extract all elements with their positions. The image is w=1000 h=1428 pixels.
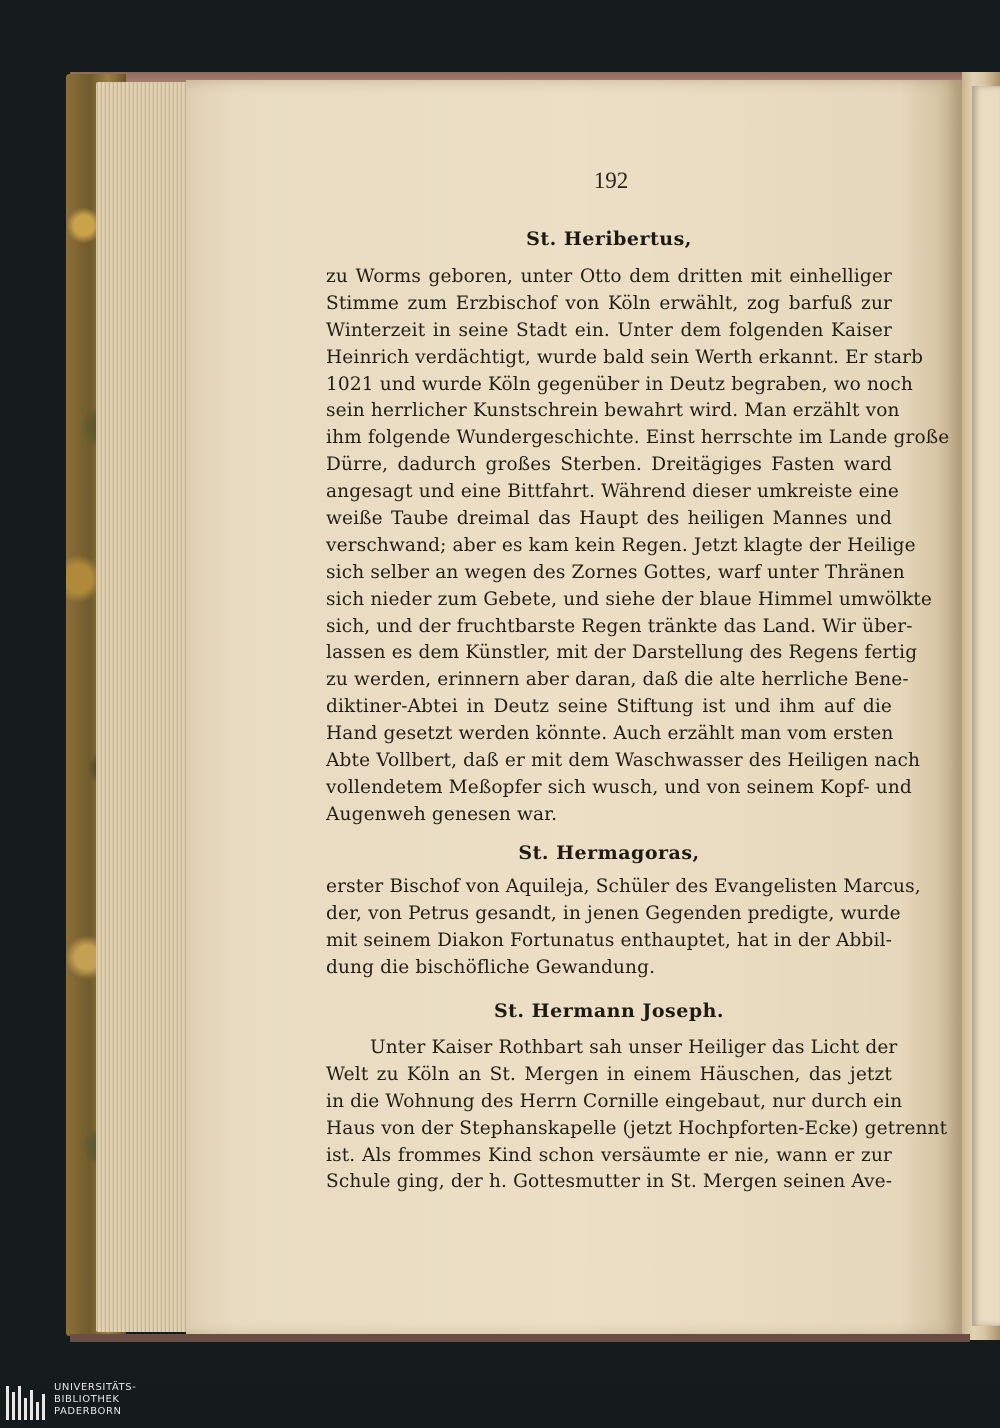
text-line: vollendetem Meßopfer sich wusch, und von seinem Kopf- und <box>326 776 912 798</box>
text-line: Stimme zum Erzbischof von Köln erwählt, zog barfuß zur <box>326 292 892 314</box>
text-line: dung die bischöfliche Gewandung. <box>326 956 656 978</box>
text-line: in die Wohnung des Herrn Cornille eingebaut, nur durch ein <box>326 1090 903 1112</box>
page-edge-stack <box>96 82 196 1332</box>
text-line: Unter Kaiser Rothbart sah unser Heiliger das Licht der <box>370 1037 898 1058</box>
section-body-heribertus <box>326 264 950 829</box>
text-line: erster Bischof von Aquileja, Schüler des Evangelisten Marcus, <box>326 876 921 897</box>
text-line: Schule ging, der h. Gottesmutter in St. Mergen seinen Ave- <box>326 1171 893 1193</box>
section-heading-hermann-joseph: St. Hermann Joseph. <box>493 1000 725 1022</box>
text-line: 1021 und wurde Köln gegenüber in Deutz begraben, wo noch <box>326 373 913 395</box>
logo-text-line1: UNIVERSITÄTS- <box>54 1382 137 1393</box>
text-line: sich selber an wegen des Zornes Gottes, warf unter Thränen <box>326 561 905 583</box>
text-line: Welt zu Köln an St. Mergen in einem Häuschen, das jetzt <box>326 1063 892 1085</box>
text-line: angesagt und eine Bittfahrt. Während dieser umkreiste eine <box>326 481 900 503</box>
page-number: 192 <box>593 168 629 193</box>
text-line: diktiner-Abtei in Deutz seine Stiftung ist und ihm auf die <box>326 696 892 718</box>
book-cover-bottom-edge <box>70 1334 970 1342</box>
text-line: Augenweh genesen war. <box>326 803 558 825</box>
text-line: Hand gesetzt werden könnte. Auch erzählt man vom ersten <box>326 723 894 745</box>
logo-text-line2: BIBLIOTHEK <box>54 1394 120 1405</box>
text-line: sein herrlicher Kunstschrein bewahrt wird. Man erzählt von <box>326 400 900 422</box>
text-line: lassen es dem Künstler, mit der Darstellung des Regens fertig <box>326 642 918 664</box>
section-body-hermann-joseph <box>326 1035 948 1196</box>
text-line: der, von Petrus gesandt, in jenen Gegenden predigte, wurde <box>326 902 901 924</box>
text-line: verschwand; aber es kam kein Regen. Jetzt klagte der Heilige <box>326 534 916 556</box>
logo-text-line3: PADERBORN <box>54 1406 122 1417</box>
text-line: zu Worms geboren, unter Otto dem dritten mit einhelliger <box>326 266 892 287</box>
text-line: zu werden, erinnern aber daran, daß die alte herrliche Bene- <box>326 669 909 691</box>
text-line: sich, und der fruchtbarste Regen tränkte das Land. Wir über- <box>326 615 913 637</box>
text-line: Haus von der Stephanskapelle (jetzt Hochpforten-Ecke) getrennt <box>326 1117 948 1139</box>
section-heading-heribertus: St. Heribertus, <box>526 228 692 250</box>
text-line: Dürre, dadurch großes Sterben. Dreitägiges Fasten ward <box>326 454 892 476</box>
library-logo-icon <box>4 1382 48 1424</box>
text-line: ist. Als frommes Kind schon versäumte er nie, wann er zur <box>326 1144 892 1166</box>
text-line: sich nieder zum Gebete, und siehe der blaue Himmel umwölkte <box>326 588 932 610</box>
text-line: mit seinem Diakon Fortunatus enthauptet, hat in der Abbil- <box>326 929 893 951</box>
text-line: Winterzeit in seine Stadt ein. Unter dem folgenden Kaiser <box>326 319 892 341</box>
text-line: Abte Vollbert, daß er mit dem Waschwasser des Heiligen nach <box>326 750 921 772</box>
section-body-hermagoras <box>326 874 921 982</box>
text-line: Heinrich verdächtigt, wurde bald sein Werth erkannt. Er starb <box>326 346 924 368</box>
section-heading-hermagoras: St. Hermagoras, <box>518 842 700 864</box>
facing-page-edge <box>972 86 1000 1326</box>
text-line: ihm folgende Wundergeschichte. Einst herrschte im Lande große <box>326 427 950 449</box>
library-logo-bar <box>0 1378 1000 1428</box>
text-line: weiße Taube dreimal das Haupt des heiligen Mannes und <box>326 508 892 530</box>
